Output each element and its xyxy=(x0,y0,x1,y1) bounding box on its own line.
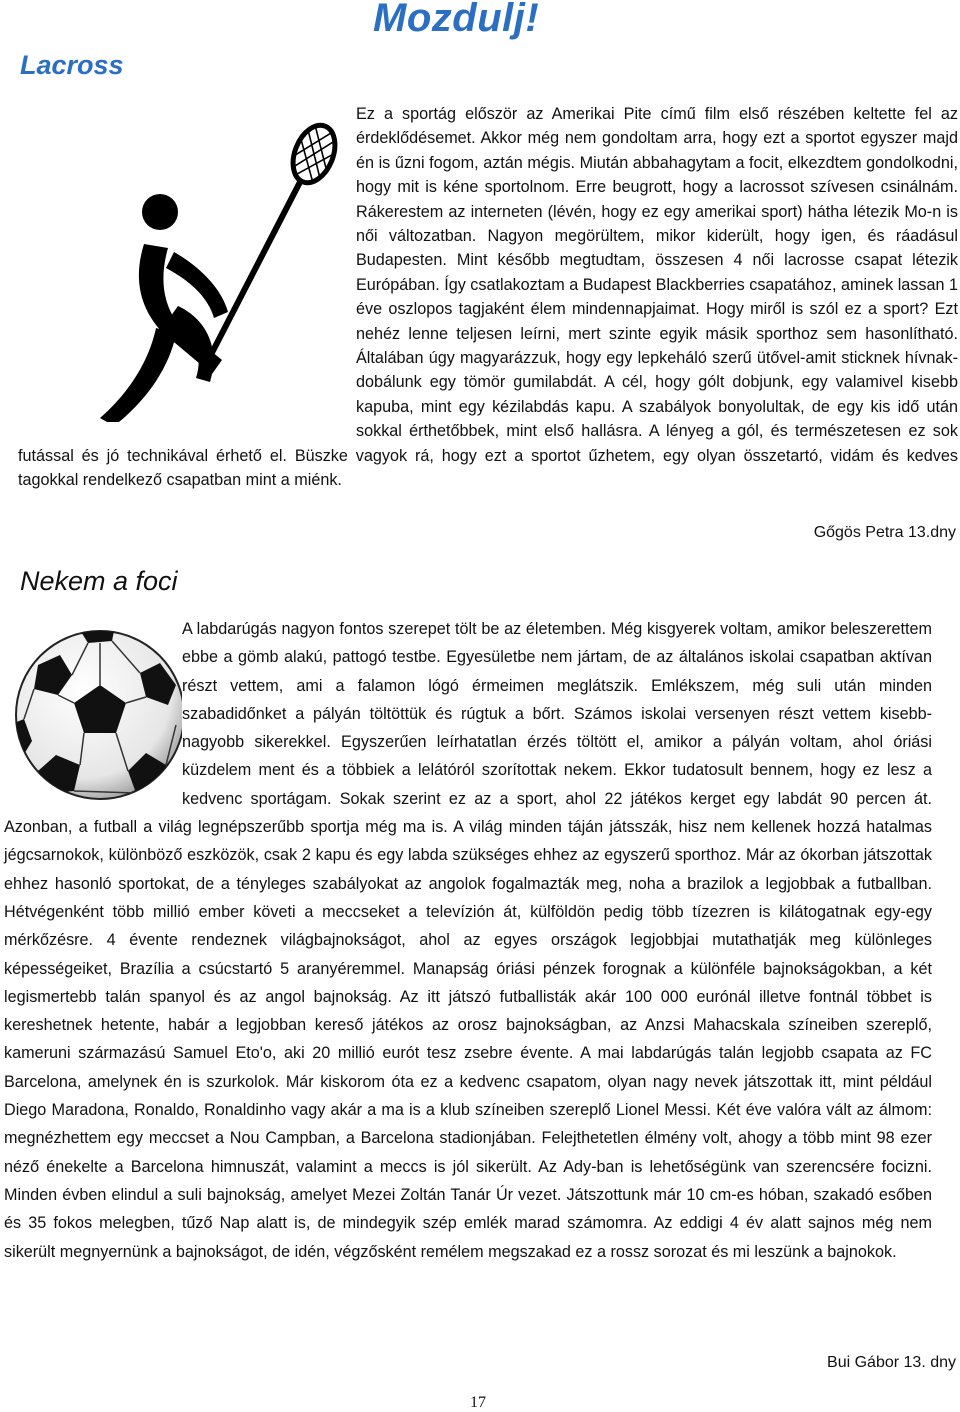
article-foci-text: A labdarúgás nagyon fontos szerepet tölt be az életemben. Még kisgyerek voltam, amikor beleszerettem ebbe a gömb alakú, pattogó testbe. Egyesületbe nem jártam, de az általános iskolai csapatban aktívan részt vettem, ami a falamon lógó érmeimen meglátszik. Emlékszem, még suli után minden szabadidőnket a pályán töltöttük és rúgtuk a bőrt. Számos iskolai versenyen részt vettem kisebb-nagyobb sikerekkel. Egyszerűen leírhatatlan érzés töltött el, amikor a pályán voltam, ahol óriási küzdelem ment és a többiek a lelátóról szorítottak nekem. Ekkor tudatosult bennem, hogy ez lesz a kedvenc sportágam. Sokak szerint ez az a sport, ahol 22 játékos kerget egy labdát 90 percen át. Azonban, a futball a világ legnépszerűbb sportja még ma is. A világ minden táján játsszák, hisz nem kellenek hozzá hatalmas jégcsarnokok, különböző eszközök, csak 2 kapu és egy labda szükséges ehhez az egyszerű sporthoz. Már az ókorban játszottak ehhez hasonló sportokat, de a tényleges szabályokat az angolok fogalmazták meg, noha a brazilok a legjobbak a futballban. Hétvégenként több millió ember követi a meccseket a televízión át, külföldön pedig több tízezren is kilátogatnak egy-egy mérkőzésre. 4 évente rendeznek világbajnokságot, ahol az egyes országok legjobbjai mutathatják meg különleges képességeiket, Brazília a csúcstartó 5 aranyéremmel. Manapság óriási pénzek forognak a különféle bajnokságokban, a két legismertebb talán spanyol és az angol bajnokság. Az itt játszó futballisták akár 100 000 eurónál illetve fontnál többet is kereshetnek hetente, habár a legjobban kereső játékos az orosz bajnokságban, az Anzsi Mahacskala színeiben szereplő, kameruni származású Samuel Eto'o, aki 20 millió eurót tesz zsebre évente. A mai labdarúgás talán legjobb csapata az FC Barcelona, amelynek én is szurkolok. Már kiskorom óta ez a kedvenc csapatom, olyan nagy nevek játszottak itt, mint például Diego Maradona, Ronaldo, Ronaldinho vagy akár a ma is a klub színeiben szereplő Lionel Messi. Két éve valóra vált az álmom: megnézhettem egy meccset a Nou Campban, a Barcelona stadionjában. Felejthetetlen élmény volt, ahogy a több mint 98 ezer néző énekelte a Barcelona himnuszát, valamint a meccs is jól sikerült. Az Ady-ban is lehetőségünk van szerencsére focizni. Minden évben elindul a suli bajnokság, amelyet Mezei Zoltán Tanár Úr vezet. Játszottunk már 10 cm-es hóban, szakadó esőben és 35 fokos melegben, tűző Nap alatt is, de mindegyik szép emlék marad számomra. Az eddigi 4 év alatt sajnos még nem sikerült megnyernünk a bajnokságot, de idén, végzősként remélem megszakad ez a rossz sorozat és mi leszünk a bajnokok. xyxy=(4,620,932,1261)
soccer-ball-icon xyxy=(0,615,182,811)
article-lacross xyxy=(18,102,958,493)
section-heading-foci: Nekem a foci xyxy=(20,566,178,596)
section-heading-lacross: Lacross xyxy=(20,50,124,80)
author-signature-1: Gőgös Petra 13.dny xyxy=(813,524,956,541)
author-signature-2: Bui Gábor 13. dny xyxy=(827,1354,956,1371)
article-lacross-text: Ez a sportág először az Amerikai Pite című film első részében keltette fel az érdeklődésemet. Akkor még nem gondoltam arra, hogy ezt a sportot egyszer majd én is űzni fogom, aztán mégis. Miután abbahagytam a focit, elkezdtem gondolkodni, hogy mit is kéne sportolnom. Erre beugrott, hogy a lacrossot szívesen csinálnám. Rákerestem az interneten (lévén, hogy ez egy amerikai sport) hátha létezik Mo-n is női változatban. Nagyon megörültem, mikor kiderült, hogy igen, és ráadásul Budapesten. Mint később megtudtam, összesen 4 női lacrosse csapat létezik Európában. Így csatlakoztam a Budapest Blackberries csapatához, aminek lassan 1 éve oszlopos tagjaként élem mindennapjaimat. Hogy miről is szól ez a sport? Ezt nehéz lenne teljesen leírni, mert szinte egyik másik sporthoz sem hasonlítható. Általában úgy magyarázzuk, hogy egy lepkeháló szerű ütővel-amit sticknek hívnak-dobálunk egy tömör gumilabdát. A cél, hogy gólt dobjunk, egy valamivel kisebb kapuba, mint egy kézilabdás kapu. A szabályok bonyolultak, de egy kis idő után sokkal érthetőbbek, mint első hallásra. A lényeg a gól, és természetesen ez sok futással és jó technikával érhető el. Büszke vagyok rá, hogy ezt a sportot űzhetem, egy olyan összetartó, vidám és kedves tagokkal rendelkező csapatban mint a miénk. xyxy=(18,105,958,490)
article-foci xyxy=(4,615,932,1266)
page-number: 17 xyxy=(470,1394,486,1411)
page-title: Mozdulj! xyxy=(373,0,540,40)
lacrosse-player-icon xyxy=(18,102,354,422)
